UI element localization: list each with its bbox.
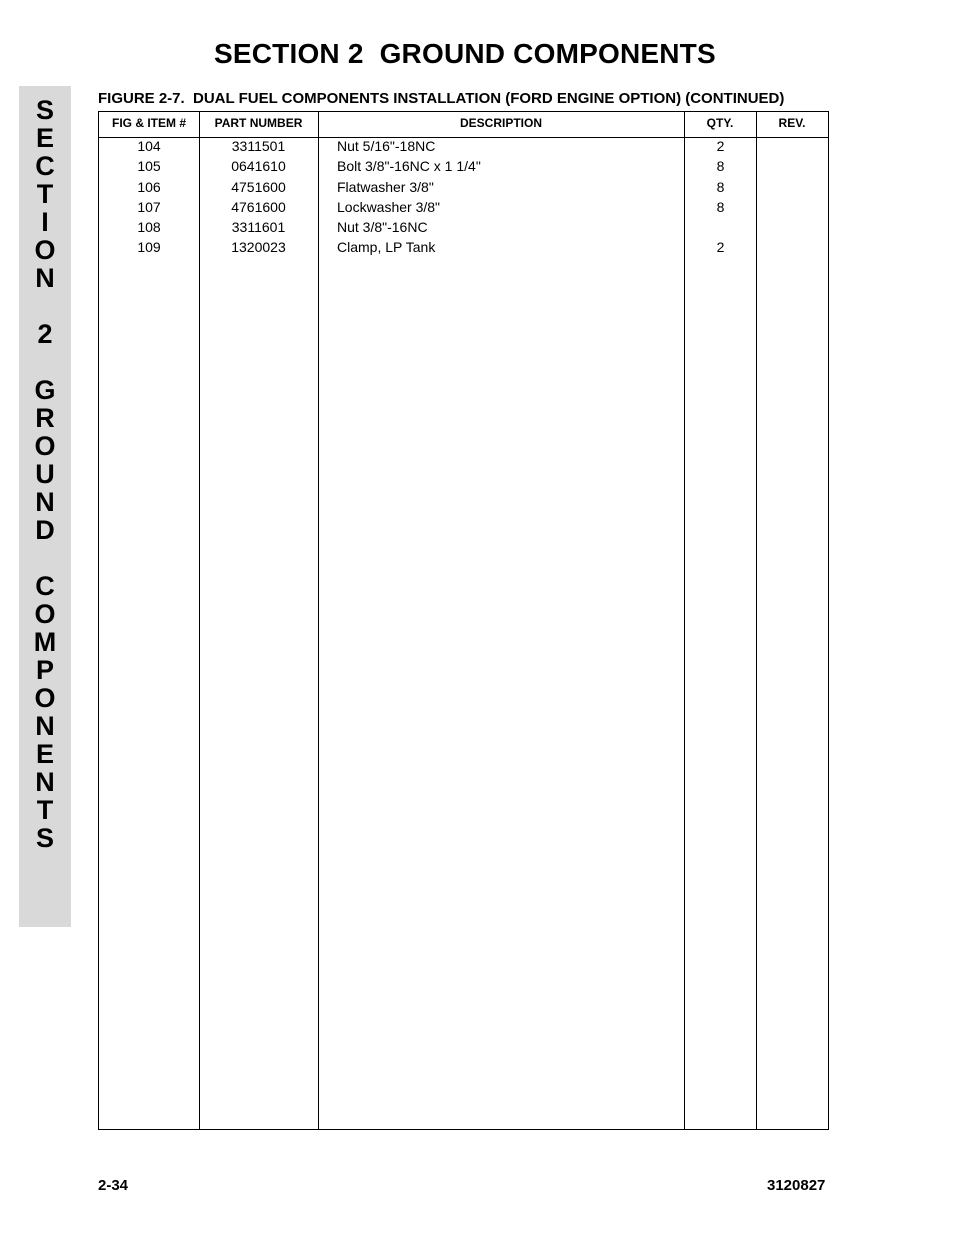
cell-description: Nut 5/16"-18NC	[337, 138, 436, 154]
cell-item-number: 105	[137, 158, 161, 175]
cell-item-number: 104	[137, 138, 161, 154]
side-tab-letter: P	[35, 655, 54, 685]
column-divider	[684, 112, 685, 1129]
side-tab-letter: N	[35, 487, 55, 517]
table-row	[99, 239, 828, 259]
table-body	[99, 138, 828, 260]
cell-quantity: 8	[716, 178, 725, 195]
section-title: SECTION 2 GROUND COMPONENTS	[214, 38, 716, 69]
side-tab-letter: S	[35, 95, 54, 125]
side-tab-letter: N	[35, 767, 55, 797]
side-tab-letter: E	[35, 123, 54, 153]
cell-description: Lockwasher 3/8"	[337, 198, 441, 215]
cell-quantity: 8	[716, 158, 725, 175]
cell-description: Flatwasher 3/8"	[337, 178, 434, 195]
cell-quantity: 2	[716, 138, 725, 154]
side-tab-letter: U	[35, 459, 55, 489]
parts-table	[98, 111, 829, 1130]
cell-quantity: 8	[716, 198, 725, 215]
side-tab-letter: C	[35, 151, 55, 181]
side-tab-letter: R	[35, 403, 55, 433]
cell-description: Nut 3/8"-16NC	[337, 219, 428, 236]
column-divider	[756, 112, 757, 1129]
side-tab-letter: O	[34, 431, 56, 461]
table-row	[99, 199, 828, 219]
column-divider	[199, 112, 200, 1129]
table-row	[99, 219, 828, 239]
side-tab-letter: C	[35, 571, 55, 601]
column-header-qty: QTY.	[706, 116, 734, 130]
column-divider	[318, 112, 319, 1129]
table-row	[99, 138, 828, 158]
cell-item-number: 108	[137, 219, 161, 236]
cell-quantity: 2	[716, 239, 725, 256]
cell-item-number: 109	[137, 239, 161, 256]
cell-part-number: 4751600	[231, 178, 286, 195]
side-tab-letter: 2	[37, 319, 53, 349]
cell-item-number: 107	[137, 198, 161, 215]
side-tab-letter: I	[41, 207, 49, 237]
figure-title: FIGURE 2-7. DUAL FUEL COMPONENTS INSTALLATION (FORD ENGINE OPTION) (CONTINUED)	[98, 90, 785, 107]
side-tab-letter: G	[34, 375, 56, 405]
side-tab-letter: T	[36, 179, 54, 209]
section-side-tab	[19, 86, 71, 927]
table-row	[99, 179, 828, 199]
cell-description: Clamp, LP Tank	[337, 239, 436, 256]
side-tab-letter: M	[33, 627, 57, 657]
page-number: 2-34	[98, 1177, 129, 1194]
column-header-description: DESCRIPTION	[459, 116, 542, 130]
cell-description: Bolt 3/8"-16NC x 1 1/4"	[337, 158, 481, 175]
column-header-part-number: PART NUMBER	[214, 116, 303, 130]
cell-part-number: 1320023	[231, 239, 286, 256]
side-tab-letter: T	[36, 795, 54, 825]
side-tab-letter: S	[35, 823, 54, 853]
side-tab-letters	[19, 96, 71, 852]
side-tab-letter: N	[35, 711, 55, 741]
cell-part-number: 4761600	[231, 198, 286, 215]
cell-part-number: 0641610	[231, 158, 286, 175]
cell-item-number: 106	[137, 178, 161, 195]
column-header-rev: REV.	[778, 116, 806, 130]
side-tab-letter: N	[35, 263, 55, 293]
column-header-item: FIG & ITEM #	[111, 116, 186, 130]
side-tab-letter: O	[34, 683, 56, 713]
cell-part-number: 3311501	[231, 138, 286, 154]
document-number: 3120827	[767, 1177, 826, 1194]
side-tab-letter: E	[35, 739, 54, 769]
side-tab-letter: D	[35, 515, 55, 545]
table-row	[99, 158, 828, 178]
side-tab-letter: O	[34, 599, 56, 629]
side-tab-letter: O	[34, 235, 56, 265]
cell-part-number: 3311601	[231, 219, 286, 236]
